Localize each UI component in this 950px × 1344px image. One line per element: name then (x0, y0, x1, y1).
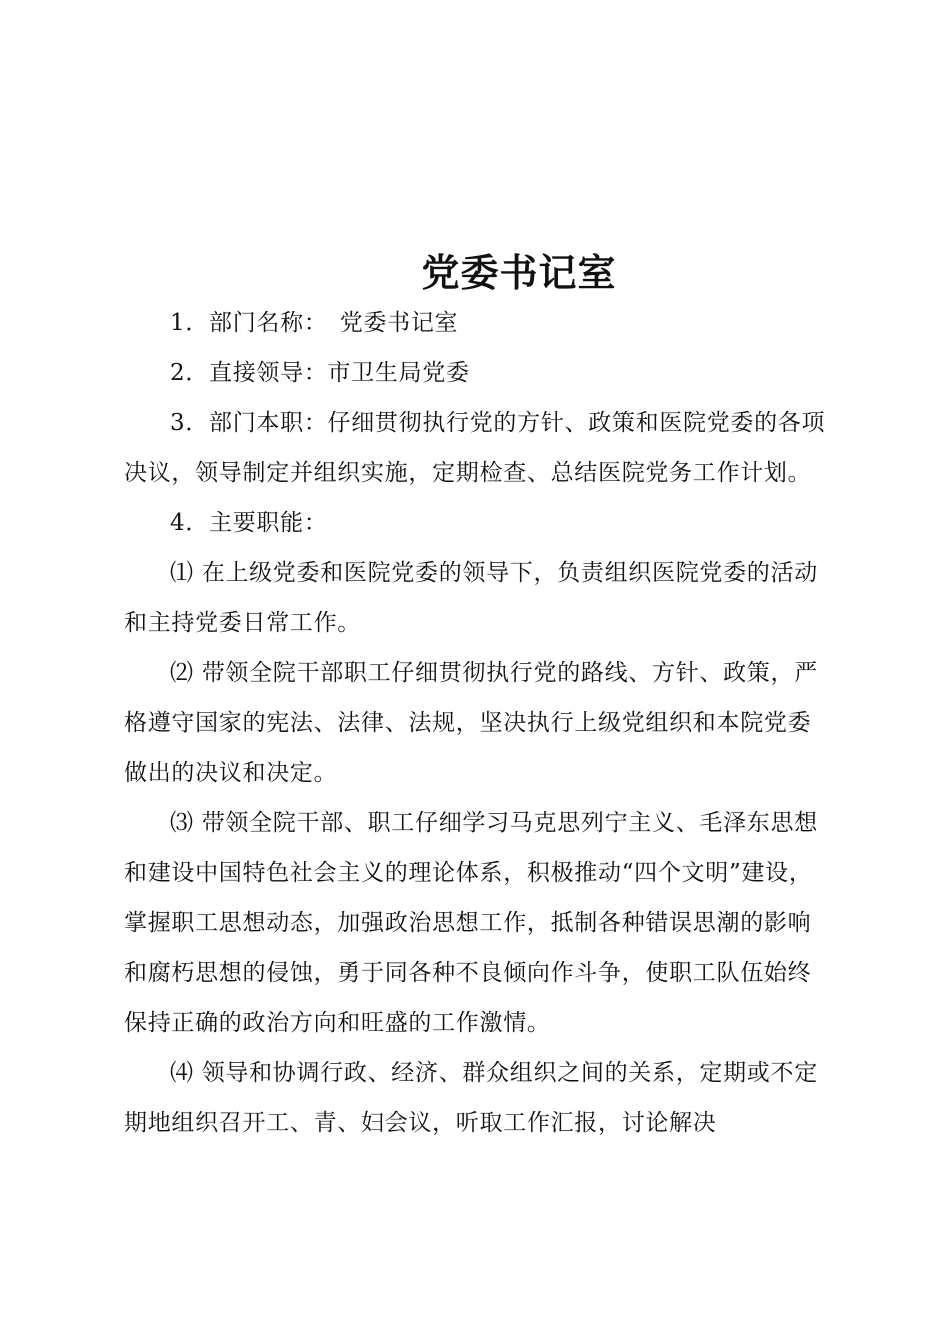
document-title: 党委书记室 (421, 250, 617, 295)
paragraph-function-2: ⑵ 带领全院干部职工仔细贯彻执行党的路线、方针、政策，严格遵守国家的宪法、法律、法规，坚决执行上级党组织和本院党委做出的决议和决定。 (124, 660, 818, 786)
document-body (124, 298, 834, 1148)
paragraph-function-3: ⑶ 带领全院干部、职工仔细学习马克思列宁主义、毛泽东思想和建设中国特色社会主义的理论体系，积极推动“四个文明”建设，掌握职工思想动态，加强政治思想工作，抵制各种错误思潮的影响和腐朽思想的侵蚀，勇于同各种不良倾向作斗争，使职工队伍始终保持正确的政治方向和旺盛的工作激情。 (124, 810, 818, 1036)
paragraph-main-functions-heading: 4．主要职能： (170, 510, 328, 536)
paragraph-function-4: ⑷ 领导和协调行政、经济、群众组织之间的关系，定期或不定期地组织召开工、青、妇会议，听取工作汇报，讨论解决 (124, 1060, 818, 1136)
paragraph-function-1: ⑴ 在上级党委和医院党委的领导下，负责组织医院党委的活动和主持党委日常工作。 (124, 560, 818, 636)
paragraph-department-duty: 3．部门本职：仔细贯彻执行党的方针、政策和医院党委的各项决议，领导制定并组织实施，定期检查、总结医院党务工作计划。 (124, 410, 826, 486)
paragraph-department-name: 1．部门名称： 党委书记室 (170, 310, 459, 336)
paragraph-direct-leader: 2．直接领导：市卫生局党委 (170, 360, 470, 386)
